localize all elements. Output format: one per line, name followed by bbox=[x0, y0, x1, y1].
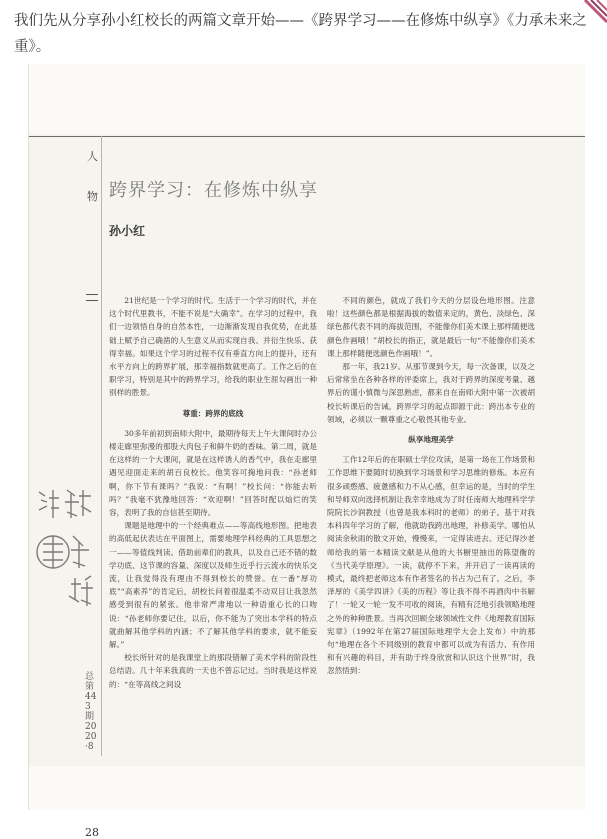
seal-text bbox=[31, 484, 32, 485]
article-title: 跨界学习：在修炼中纵享 bbox=[109, 180, 318, 201]
journal-seal-logo bbox=[31, 484, 97, 614]
intro-paragraph: 我们先从分享孙小红校长的两篇文章开始——《跨界学习——在修炼中纵享》《力承未来之重》。 bbox=[14, 13, 587, 55]
page-number: 28 bbox=[85, 826, 99, 839]
article-paragraph: 那一年，我21岁。从那节课到今天，每一次备课，以及之后常常坐在各种各样的评委席上，我对于跨界的深度考量、越界后的谨小慎微与深思熟虑，都来自在南师大附中第一次被胡校长听课后的告诫。跨界学习的起点即源于此：跨出本专业的领域，必须以一颗尊重之心敬畏其他专业。 bbox=[327, 362, 535, 424]
article-paragraph: 课题是地理中的一个经典难点——等高线地形图。把地表的高低起伏表达在平面图上，需要地理学科经典的工具思想之一——等值线判读。借助前辈们的教具，以及自己还不错的数学功底、这节课的容量、深度以及师生近乎行云流水的快乐交流，让我觉得没有理由不得到校长的赞誉。在一番“厚功底”“高素养”的肯定后，胡校长问着很温柔不动双目让我忽然感受到很有的紧张。他非常严肃地以一种语重心长的口吻说：“孙老师你要记住，以后，你不能为了突出本学科的特点就曲解其他学科的内涵；不了解其他学科的要求，就不能妄解。” bbox=[109, 521, 317, 650]
margin-divider bbox=[101, 136, 102, 756]
journal-issue-vertical: 总第443期 2020·8 bbox=[85, 672, 97, 752]
article-author: 孙小红 bbox=[109, 224, 146, 238]
article-paragraph: 工作12年后的在职硕士学位攻读，是第一场在工作场景和工作思维下要随时切换到学习场景和学习思维的修炼。本应有很多顽憨感、疲惫感和力不从心感，但幸运的是，当时的学生和导师双向选择机制让我幸幸地成为了时任南师大地理科学学院院长沙润教授（也曾是我本科时的老师）的弟子。基于对我本科四年学习的了解，他就助我跨出地理，补修美学。哪怕从阅读余秋雨的散文开始，慢慢来，一定得读进去。还记得沙老师给我的第一本精读文献是从他的大书橱里抽出的陈望衡的《当代美学原理》。一读，就停不下来，并开启了一读再读的模式，最终把老师这本有作者签名的书占为己有了。之后，李泽厚的《美学四讲》《美的历程》等让我不得不再酒肉中书解了！一轮又一轮一发不可收的阅读，有精有泛地引我领略地理之外的种种胜景。当再次回顾全球领域性文件《地理教育国际宪章》（1992年在第27届国际地理学大会上发布）中的那句“地理在各个不同级别的教育中都可以成为有活力、有作用和有兴趣的科目，并有助于终身欣赏和认识这个世界”时，我忽然悟到： bbox=[327, 455, 535, 676]
article-subheading: 纵享地理美学 bbox=[408, 435, 454, 445]
category-dash-mark bbox=[86, 294, 98, 301]
article-scan-image bbox=[28, 64, 585, 839]
article-column-2 bbox=[327, 294, 535, 678]
article-paragraph: 不同的颜色，就成了我们今天的分层设色地形图。注意啦！这些颜色都是根据海拔的数值来定的，黄色、淡绿色、深绿色都代表不同的海拔范围，不能像你们美术课上那样随便选颜色作画哦！”胡校长的指正，就是最后一句“不能像你们美术课上那样随便选颜色作画哦！”。 bbox=[327, 296, 535, 358]
category-char-1: 人 bbox=[87, 150, 98, 163]
header-rule bbox=[29, 136, 585, 137]
article-paragraph: 校长所针对的是我课堂上的那段错解了美术学科的阶段性总结语。几十年来我真的一天也不曾忘记过。当时我是这样说的：“在等高线之间设 bbox=[109, 653, 317, 689]
article-column-1 bbox=[109, 294, 317, 691]
article-paragraph: 30多年前初到南师大附中，最期待每天上午大课间时办公楼走廊里弥漫的那股大肉包子和鲜牛奶的香味。第二周，就是在这样的一个大课间，就是在这样诱人的香气中，我在走廊里遇见迎面走来的胡百良校长。他笑容可掬地问我：“孙老师啊，你下节有课吗？”我说：“有啊！”校长问：“你能去听吗？”我毫不犹豫地回答：“欢迎啊！”回答时配以灿烂的笑容，表明了我的自信甚至期待。 bbox=[109, 428, 317, 518]
page-margin-column bbox=[29, 136, 101, 839]
scan-bottom-margin bbox=[29, 766, 585, 810]
article-paragraph: 21世纪是一个学习的时代。生活于一个学习的时代，并在这个时代里教书，不能不说是“大确幸”。在学习的过程中，我们一边领悟自身的自然本性，一边渐渐发现自我优势，在此基础上赋予自己确凿的人生意义从而实现自我、并衍生快乐、获得幸福。如果这个学习的过程不仅有垂直方向上的提升，还有水平方向上的跨界扩展，那幸福指数就更高了。工作之后的在职学习，特别是其中的跨界学习，给我的职业生涯勾画出一种别样的胜景。 bbox=[109, 296, 317, 398]
category-char-2: 物 bbox=[87, 190, 98, 203]
article-subheading: 尊重：跨界的底线 bbox=[182, 408, 244, 418]
scan-top-margin bbox=[29, 64, 585, 134]
